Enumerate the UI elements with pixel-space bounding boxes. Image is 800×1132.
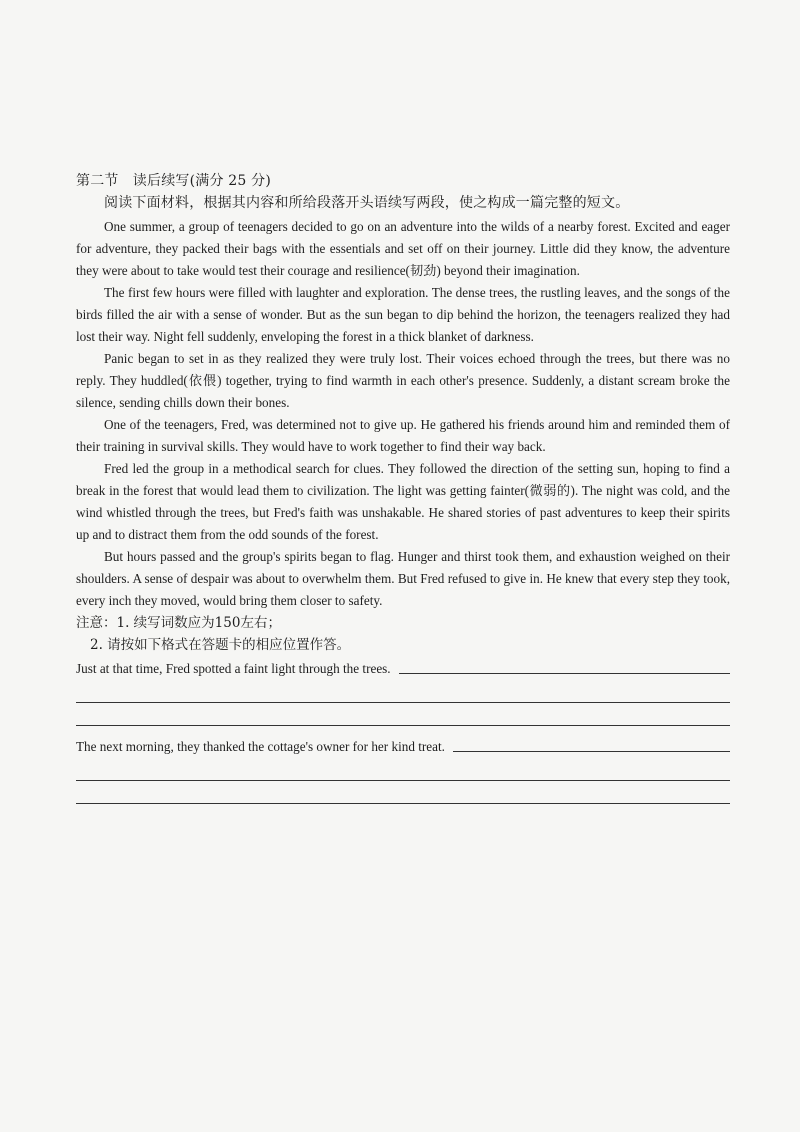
story-paragraph-3: Panic began to set in as they realized they were truly lost. Their voices echoed through the trees, but there was no reply. They huddled(依偎) together, trying to find warmth in each other's presence. Suddenly, a distant scream broke the silence, sending chills down their bones.: [76, 351, 730, 410]
story-paragraph-5: Fred led the group in a methodical search for clues. They followed the direction of the setting sun, hoping to find a break in the forest that would lead them to civilization. The light was getting fainter(微弱的). The night was cold, and the wind whistled through the trees, but Fred's faith was unshakable. He shared stories of past adventures to keep their spirits up and to distract them from the odd sounds of the forest.: [76, 461, 730, 542]
story-paragraph-1: One summer, a group of teenagers decided to go on an adventure into the wilds of a nearby forest. Excited and eager for adventure, they packed their bags with the essentials and set off on their journey. Little did they know, the adventure they were about to take would test their courage and resilience(韧劲) beyond their imagination.: [76, 219, 730, 278]
answer-line[interactable]: [76, 758, 730, 781]
paragraph-1-opening-sentence: Just at that time, Fred spotted a faint light through the trees.: [76, 661, 391, 676]
story-paragraph-6: But hours passed and the group's spirits began to flag. Hunger and thirst took them, and exhaustion weighed on their shoulders. A sense of despair was about to overwhelm them. But Fred refused to give in. He knew that every step they took, every inch they moved, would bring them closer to safety.: [76, 549, 730, 608]
paragraph-2-opening-sentence: The next morning, they thanked the cottage's owner for her kind treat.: [76, 739, 445, 754]
section-title: 第二节 读后续写(满分 25 分): [76, 173, 272, 189]
note-word-count: 注意：1. 续写词数应为150左右；: [76, 615, 281, 631]
reading-writing-section: [76, 170, 730, 804]
answer-line[interactable]: [76, 680, 730, 703]
spacer: [76, 726, 730, 734]
story-paragraph-4: One of the teenagers, Fred, was determined not to give up. He gathered his friends around him and reminded them of their training in survival skills. They would have to work together to find their way back.: [76, 417, 730, 454]
answer-blank[interactable]: [453, 737, 730, 752]
answer-blank[interactable]: [399, 659, 730, 674]
note-answer-format: 2. 请按如下格式在答题卡的相应位置作答。: [90, 637, 351, 653]
section-instruction: 阅读下面材料，根据其内容和所给段落开头语续写两段，使之构成一篇完整的短文。: [104, 195, 630, 211]
answer-line[interactable]: [76, 703, 730, 726]
continuation-paragraph-2-start: [76, 734, 730, 758]
answer-line[interactable]: [76, 781, 730, 804]
continuation-paragraph-1-start: [76, 656, 730, 680]
story-paragraph-2: The first few hours were filled with laughter and exploration. The dense trees, the rustling leaves, and the songs of the birds filled the air with a sense of wonder. But as the sun began to dip behind the horizon, the teenagers realized they had lost their way. Night fell suddenly, enveloping the forest in a thick blanket of darkness.: [76, 285, 730, 344]
